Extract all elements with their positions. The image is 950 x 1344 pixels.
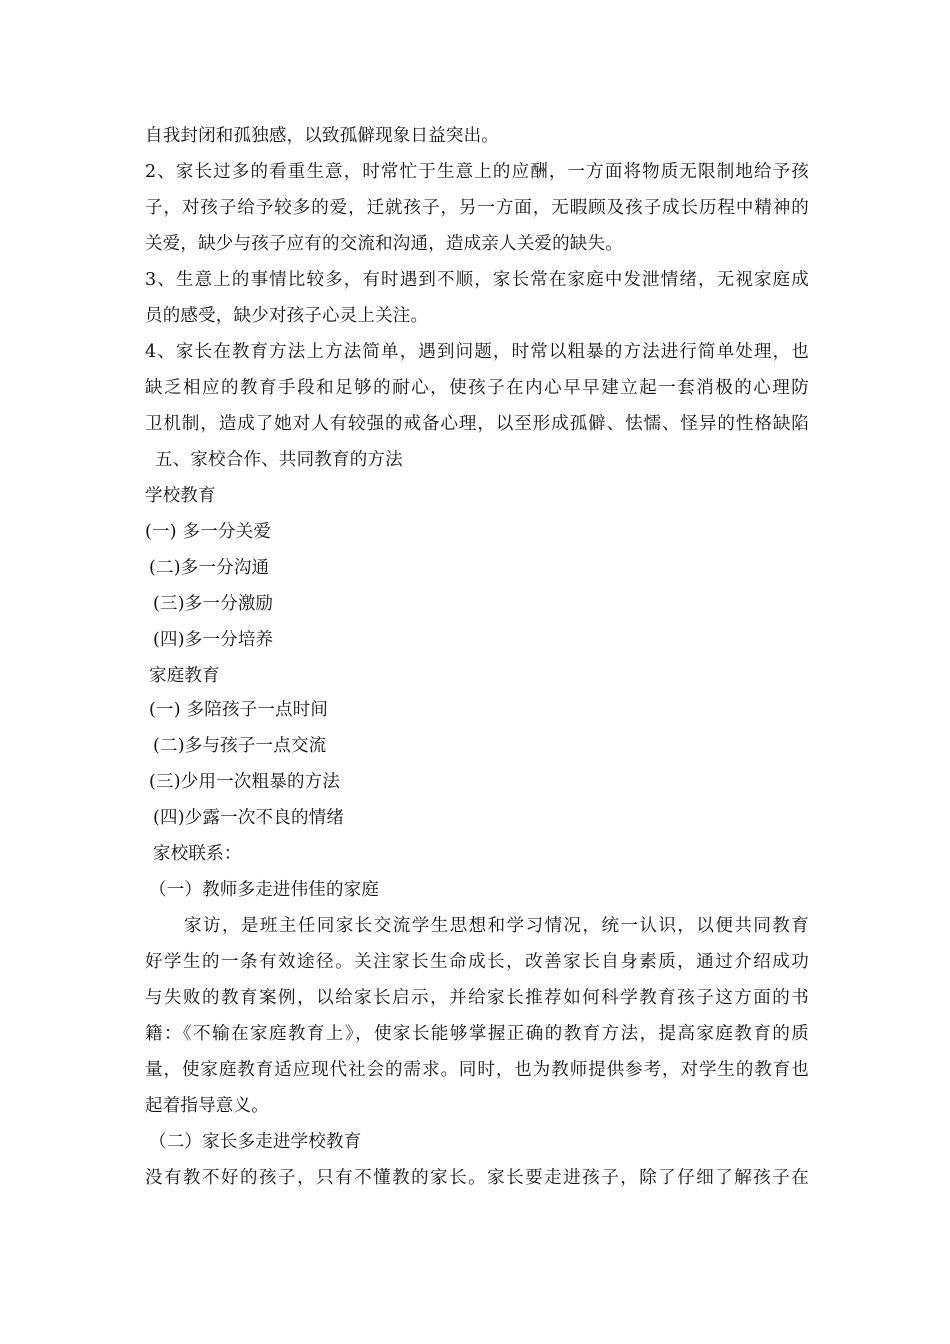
list-item: (二)多一分沟通 — [149, 558, 270, 578]
text-line: 量，使家庭教育适应现代社会的需求。同时，也为教师提供参考，对学生的教育也 — [145, 1060, 809, 1080]
list-item: (一) 多一分关爱 — [145, 522, 272, 542]
text-line: 缺乏相应的教育手段和足够的耐心，使孩子在内心早早建立起一套消极的心理防 — [145, 378, 809, 398]
subsection-heading: 学校教育 — [145, 486, 216, 506]
list-item: (三)少用一次粗暴的方法 — [149, 772, 341, 792]
list-item: (四)多一分培养 — [153, 630, 274, 650]
text-line: 3、生意上的事情比较多，有时遇到不顺，家长常在家庭中发泄情绪，无视家庭成 — [145, 270, 809, 290]
text-line: 没有教不好的孩子，只有不懂教的家长。家长要走进孩子，除了仔细了解孩子在 — [145, 1168, 809, 1188]
subsection-heading: 家庭教育 — [149, 666, 220, 686]
text-line: 子，对孩子给予较多的爱，迁就孩子，另一方面，无暇顾及孩子成长历程中精神的 — [145, 198, 809, 218]
list-item: (三)多一分激励 — [153, 594, 274, 614]
text-line: 与失败的教育案例，以给家长启示，并给家长推荐如何科学教育孩子这方面的书 — [145, 988, 809, 1008]
text-line: 自我封闭和孤独感，以致孤僻现象日益突出。 — [145, 126, 499, 146]
text-line: 关爱，缺少与孩子应有的交流和沟通，造成亲人关爱的缺失。 — [145, 234, 623, 254]
text-line: 员的感受，缺少对孩子心灵上关注。 — [145, 306, 429, 326]
text-line: 籍：《不输在家庭教育上》，使家长能够掌握正确的教育方法，提高家庭教育的质 — [145, 1024, 809, 1044]
text-line: 2、家长过多的看重生意，时常忙于生意上的应酬，一方面将物质无限制地给予孩 — [145, 162, 809, 182]
section-heading: 五、家校合作、共同教育的方法 — [155, 450, 403, 470]
text-line: 4、家长在教育方法上方法简单，遇到问题，时常以粗暴的方法进行简单处理，也 — [145, 342, 809, 362]
subsection-heading: 家校联系： — [153, 844, 242, 864]
list-item: (二)多与孩子一点交流 — [153, 736, 327, 756]
list-item: （一）教师多走进伟佳的家庭 — [149, 880, 380, 900]
text-line: 卫机制，造成了她对人有较强的戒备心理，以至形成孤僻、怯懦、怪异的性格缺陷 — [145, 414, 809, 434]
text-line: 好学生的一条有效途径。关注家长生命成长，改善家长自身素质，通过介绍成功 — [145, 952, 809, 972]
list-item: (四)少露一次不良的情绪 — [153, 808, 345, 828]
text-line: 起着指导意义。 — [145, 1096, 269, 1116]
list-item: （二）家长多走进学校教育 — [149, 1132, 362, 1152]
list-item: (一) 多陪孩子一点时间 — [149, 700, 329, 720]
text-line: 家访，是班主任同家长交流学生思想和学习情况，统一认识，以便共同教育 — [184, 916, 809, 936]
